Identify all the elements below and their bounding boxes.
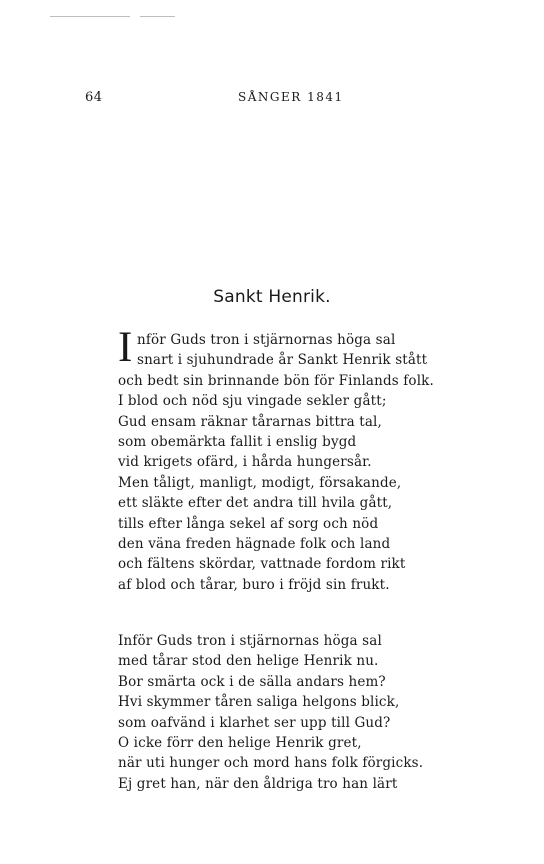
running-title: SÅNGER 1841 [238, 90, 344, 104]
verse-line: Hvi skymmer tåren saliga helgons blick, [118, 694, 400, 711]
verse-line: när uti hunger och mord hans folk förgicks. [118, 755, 424, 772]
verse-line: ett släkte efter det andra till hvila gått, [118, 495, 393, 512]
verse-line: Gud ensam räknar tårarnas bittra tal, [118, 413, 382, 430]
poem-title: Sankt Henrik. [213, 287, 331, 307]
scan-artifact [50, 16, 130, 17]
verse-line: I blod och nöd sju vingade sekler gått; [118, 393, 387, 410]
verse-line: Ej gret han, när den åldriga tro han lärt [118, 775, 398, 792]
page-number: 64 [85, 90, 103, 105]
stanza-2 [118, 631, 423, 794]
scan-artifact [140, 16, 175, 17]
verse-line: den väna freden hägnade folk och land [118, 535, 391, 552]
stanza-1 [118, 324, 434, 595]
verse-line: och bedt sin brinnande bön för Finlands folk. [118, 372, 434, 389]
verse-line: af blod och tårar, buro i fröjd sin frukt. [118, 576, 390, 593]
verse-line: tills efter långa sekel af sorg och nöd [118, 515, 379, 532]
verse-line: med tårar stod den helige Henrik nu. [118, 653, 379, 670]
verse-line: och fältens skördar, vattnade fordom rikt [118, 556, 406, 573]
verse-line: nför Guds tron i stjärnornas höga sal [137, 332, 396, 348]
verse-line: som oafvänd i klarhet ser upp till Gud? [118, 714, 391, 731]
verse-line: snart i sjuhundrade år Sankt Henrik stått [137, 352, 428, 369]
verse-line: Men tåligt, manligt, modigt, försakande, [118, 474, 402, 491]
verse-line: som obemärkta fallit i enslig bygd [118, 433, 357, 450]
drop-cap: I [118, 324, 133, 371]
verse-line: Inför Guds tron i stjärnornas höga sal [118, 633, 382, 649]
verse-line: vid krigets ofärd, i hårda hungersår. [118, 454, 372, 471]
verse-line: Bor smärta ock i de sälla andars hem? [118, 673, 386, 690]
verse-line: O icke förr den helige Henrik gret, [118, 734, 362, 751]
